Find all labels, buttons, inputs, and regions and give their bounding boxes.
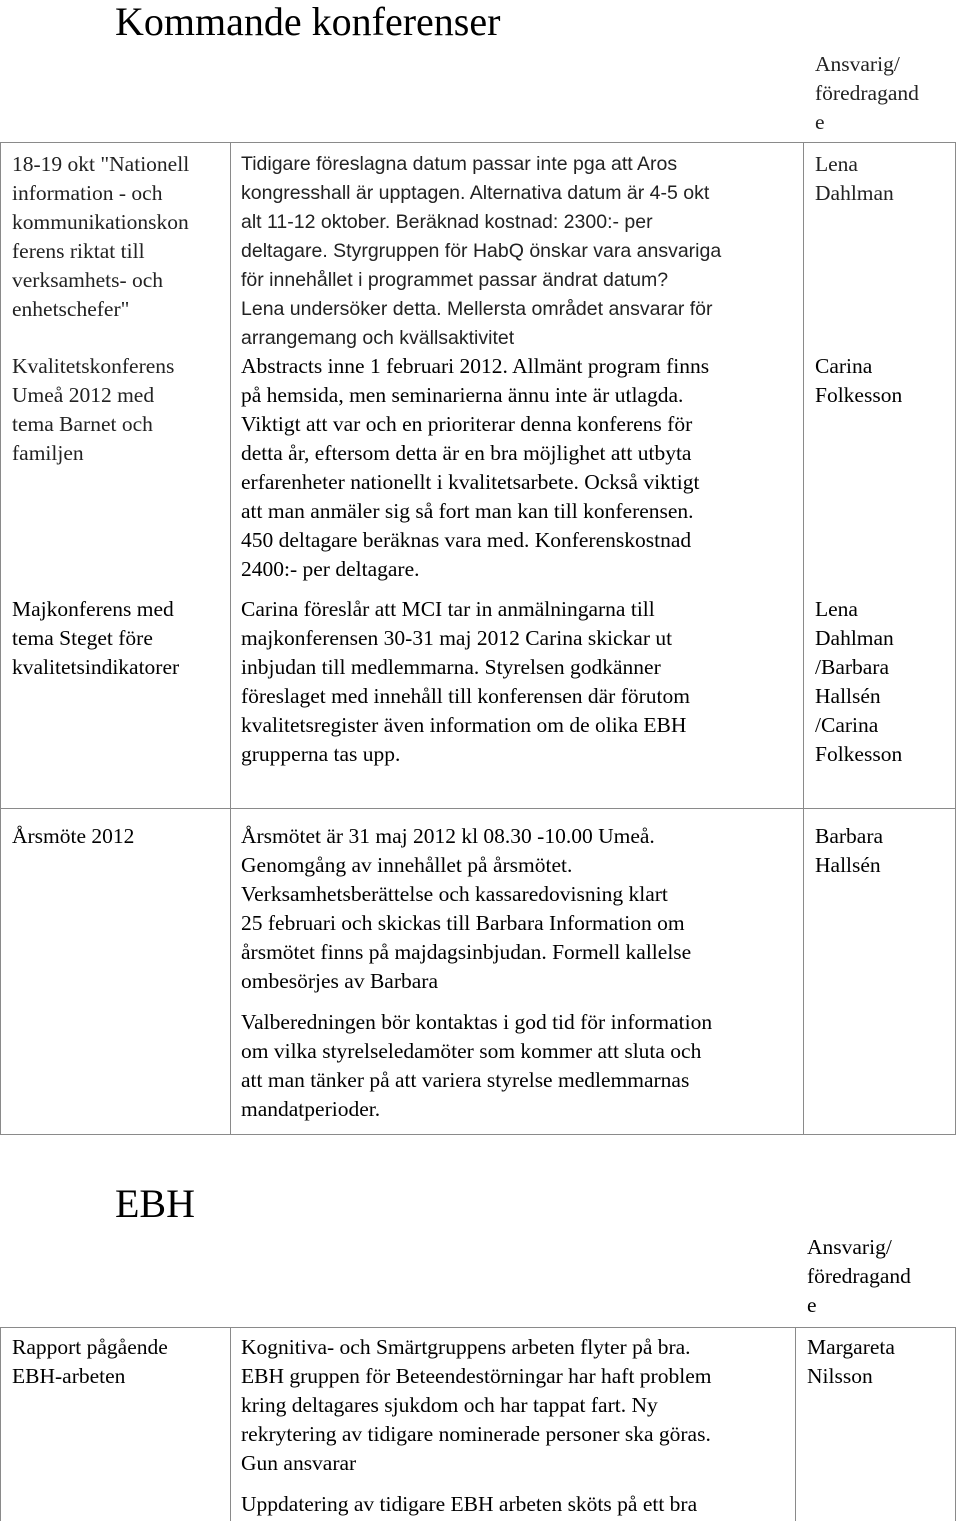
responsible-line: Margareta xyxy=(807,1335,895,1359)
details-line: Kognitiva- och Smärtgruppens arbeten flyter på bra. xyxy=(241,1335,691,1359)
responsible-line: Folkesson xyxy=(815,383,903,407)
responsible-line: Lena xyxy=(815,152,858,176)
details-line: majkonferensen 30-31 maj 2012 Carina skickar ut xyxy=(241,626,673,650)
responsible-header-line: Ansvarig/ xyxy=(807,1235,892,1259)
details-line: Valberedningen bör kontaktas i god tid för information xyxy=(241,1010,713,1034)
responsible-header xyxy=(807,1233,911,1320)
responsible-cell xyxy=(815,352,902,410)
topic-line: verksamhets- och xyxy=(12,268,164,292)
responsible-line: Hallsén xyxy=(815,853,881,877)
responsible-header-line: e xyxy=(815,110,825,134)
responsible-line: Carina xyxy=(815,354,873,378)
responsible-line: Lena xyxy=(815,597,858,621)
responsible-line: /Carina xyxy=(815,713,879,737)
details-line: mandatperioder. xyxy=(241,1097,381,1121)
topic-line: information - och xyxy=(12,181,163,205)
details-line: årsmötet finns på majdagsinbjudan. Formell kallelse xyxy=(241,940,692,964)
topic-line: enhetschefer" xyxy=(12,297,130,321)
details-line: att man tänker på att variera styrelse medlemmarnas xyxy=(241,1068,690,1092)
topic-line: Rapport pågående xyxy=(12,1335,168,1359)
details-paragraph xyxy=(241,1008,712,1124)
table-border xyxy=(0,1327,1,1521)
details-cell xyxy=(241,150,721,353)
details-paragraph xyxy=(241,822,712,996)
responsible-cell xyxy=(815,150,894,208)
details-line: grupperna tas upp. xyxy=(241,742,401,766)
section-heading-ebh: EBH xyxy=(115,1181,195,1226)
topic-line: EBH-arbeten xyxy=(12,1364,126,1388)
responsible-line: Folkesson xyxy=(815,742,903,766)
topic-line: Umeå 2012 med xyxy=(12,383,155,407)
responsible-header-line: Ansvarig/ xyxy=(815,52,900,76)
details-line: Gun ansvarar xyxy=(241,1451,357,1475)
details-cell xyxy=(241,352,709,584)
topic-line: tema Steget före xyxy=(12,626,153,650)
details-line: kvalitetsregister även information om de olika EBH xyxy=(241,713,687,737)
topic-cell xyxy=(12,150,189,324)
topic-cell xyxy=(12,352,174,468)
table-border xyxy=(0,142,1,1135)
details-line: kring deltagares sjukdom och har tappat fart. Ny xyxy=(241,1393,658,1417)
details-line: att man anmäler sig så fort man kan till konferensen. xyxy=(241,499,694,523)
responsible-header-line: föredragand xyxy=(815,81,919,105)
details-line: Uppdatering av tidigare EBH arbeten sköts på ett bra xyxy=(241,1492,698,1516)
table-border xyxy=(0,142,956,143)
details-cell xyxy=(241,822,712,1124)
responsible-line: /Barbara xyxy=(815,655,890,679)
responsible-header-line: e xyxy=(807,1293,817,1317)
topic-line: ferens riktat till xyxy=(12,239,145,263)
details-line: inbjudan till medlemmarna. Styrelsen godkänner xyxy=(241,655,661,679)
topic-line: familjen xyxy=(12,441,84,465)
details-paragraph xyxy=(241,1490,711,1519)
table-border xyxy=(230,142,231,1135)
responsible-line: Barbara xyxy=(815,824,884,848)
topic-line: Årsmöte 2012 xyxy=(12,824,135,848)
details-line: rekrytering av tidigare nominerade personer ska göras. xyxy=(241,1422,711,1446)
details-line: Abstracts inne 1 februari 2012. Allmänt program finns xyxy=(241,354,710,378)
topic-line: Majkonferens med xyxy=(12,597,174,621)
responsible-line: Dahlman xyxy=(815,181,894,205)
responsible-line: Hallsén xyxy=(815,684,881,708)
details-line: Lena undersöker detta. Mellersta området ansvarar för xyxy=(241,298,713,320)
topic-line: tema Barnet och xyxy=(12,412,153,436)
responsible-cell xyxy=(815,822,883,880)
table-border xyxy=(955,142,956,1135)
details-line: Verksamhetsberättelse och kassaredovisning klart xyxy=(241,882,668,906)
details-cell xyxy=(241,1333,711,1519)
table-border xyxy=(955,1327,956,1521)
details-line: deltagare. Styrgruppen för HabQ önskar vara ansvariga xyxy=(241,240,722,262)
details-line: kongresshall är upptagen. Alternativa datum är 4-5 okt xyxy=(241,182,710,204)
topic-line: kommunikationskon xyxy=(12,210,189,234)
details-paragraph xyxy=(241,1333,711,1478)
topic-line: 18-19 okt "Nationell xyxy=(12,152,190,176)
details-line: Årsmötet är 31 maj 2012 kl 08.30 -10.00 Umeå. xyxy=(241,824,655,848)
table-border xyxy=(795,1327,796,1521)
details-line: 25 februari och skickas till Barbara Information om xyxy=(241,911,685,935)
details-cell xyxy=(241,595,690,769)
details-line: på hemsida, men seminarierna ännu inte är utlagda. xyxy=(241,383,684,407)
table-border xyxy=(0,808,956,809)
details-line: detta år, eftersom detta är en bra möjlighet att utbyta xyxy=(241,441,692,465)
table-border xyxy=(0,1327,956,1328)
details-line: Carina föreslår att MCI tar in anmälningarna till xyxy=(241,597,655,621)
table-border xyxy=(230,1327,231,1521)
details-line: Tidigare föreslagna datum passar inte pga att Aros xyxy=(241,153,678,175)
details-line: alt 11-12 oktober. Beräknad kostnad: 2300:- per xyxy=(241,211,653,233)
topic-line: Kvalitetskonferens xyxy=(12,354,175,378)
details-line: 2400:- per deltagare. xyxy=(241,557,420,581)
responsible-cell xyxy=(815,595,902,769)
details-line: EBH gruppen för Beteendestörningar har haft problem xyxy=(241,1364,712,1388)
table-border xyxy=(0,1134,956,1135)
details-line: arrangemang och kvällsaktivitet xyxy=(241,327,515,349)
section-heading-conferences: Kommande konferenser xyxy=(115,0,501,44)
details-line: för innehållet i programmet passar ändrat datum? xyxy=(241,269,669,291)
responsible-header xyxy=(815,50,919,137)
details-line: om vilka styrelseledamöter som kommer att sluta och xyxy=(241,1039,702,1063)
responsible-header-line: föredragand xyxy=(807,1264,911,1288)
topic-cell xyxy=(12,822,134,851)
details-line: 450 deltagare beräknas vara med. Konferenskostnad xyxy=(241,528,692,552)
details-line: föreslaget med innehåll till konferensen där förutom xyxy=(241,684,690,708)
table-border xyxy=(803,142,804,1135)
responsible-cell xyxy=(807,1333,895,1391)
details-line: ombesörjes av Barbara xyxy=(241,969,439,993)
responsible-line: Nilsson xyxy=(807,1364,873,1388)
topic-cell xyxy=(12,1333,168,1391)
responsible-line: Dahlman xyxy=(815,626,894,650)
details-line: Viktigt att var och en prioriterar denna konferens för xyxy=(241,412,693,436)
details-line: erfarenheter nationellt i kvalitetsarbete. Också viktigt xyxy=(241,470,700,494)
topic-line: kvalitetsindikatorer xyxy=(12,655,180,679)
topic-cell xyxy=(12,595,179,682)
details-line: Genomgång av innehållet på årsmötet. xyxy=(241,853,573,877)
